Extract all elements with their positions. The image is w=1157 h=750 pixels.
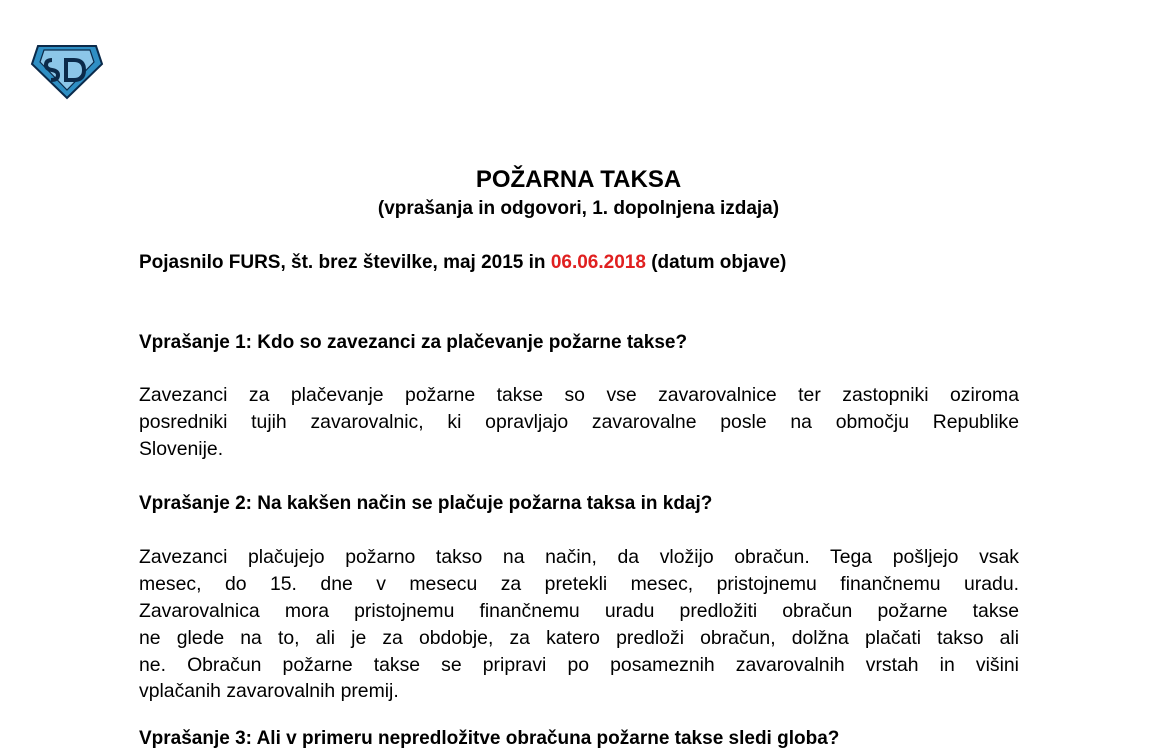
- answer-2-line-1: Zavezanci plačujejo požarno takso na način, da vložijo obračun. Tega pošljejo vsak: [139, 546, 1019, 568]
- document-title: POŽARNA TAKSA: [475, 166, 682, 193]
- reference-date: 06.06.2018: [550, 252, 646, 273]
- answer-2-line-6: vplačanih zavarovalnih premij.: [139, 680, 399, 703]
- document-subtitle: (vprašanja in odgovori, 1. dopolnjena izdaja): [377, 198, 780, 219]
- answer-1-paragraph: [139, 382, 1019, 463]
- answer-1-line-1: Zavezanci za plačevanje požarne takse so vse zavarovalnice ter zastopniki oziroma: [139, 384, 1019, 406]
- answer-2-line-3: Zavarovalnica mora pristojnemu finančnemu uradu predložiti obračun požarne takse: [139, 599, 1019, 622]
- sd-logo-icon: [30, 40, 104, 100]
- answer-2-line-4: ne glede na to, ali je za obdobje, za katero predloži obračun, dolžna plačati takso ali: [139, 626, 1019, 649]
- answer-1-line-3: Slovenije.: [139, 437, 224, 460]
- reference-text-after: (datum objave): [645, 252, 787, 273]
- question-3-heading-truncated: Vprašanje 3: Ali v primeru nepredložitve obračuna požarne takse sledi globa?: [139, 728, 840, 749]
- reference-text-before: Pojasnilo FURS, št. brez številke, maj 2015 in: [139, 252, 551, 273]
- question-2-heading: Vprašanje 2: Na kakšen način se plačuje požarna taksa in kdaj?: [139, 493, 713, 514]
- reference-line: [139, 252, 786, 274]
- answer-2-paragraph: [139, 544, 1019, 705]
- question-1-heading: Vprašanje 1: Kdo so zavezanci za plačevanje požarne takse?: [139, 332, 688, 353]
- answer-1-line-2: posredniki tujih zavarovalnic, ki opravljajo zavarovalne posle na območju Republike: [139, 410, 1019, 433]
- answer-2-line-5: ne. Obračun požarne takse se pripravi po posameznih zavarovalnih vrstah in višini: [139, 653, 1019, 676]
- answer-2-line-2: mesec, do 15. dne v mesecu za pretekli mesec, pristojnemu finančnemu uradu.: [139, 572, 1019, 595]
